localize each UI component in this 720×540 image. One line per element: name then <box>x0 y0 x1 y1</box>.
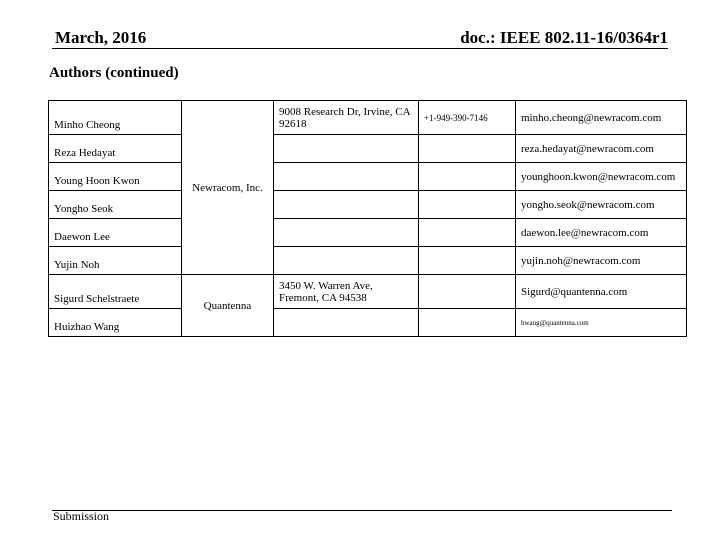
phone-cell <box>419 309 516 337</box>
table-row <box>49 163 687 191</box>
address-cell <box>274 219 419 247</box>
author-name: Reza Hedayat <box>49 135 182 163</box>
table-row <box>49 275 687 309</box>
table-row <box>49 101 687 135</box>
author-email: hwang@quantenna.com <box>516 309 687 337</box>
author-name: Huizhao Wang <box>49 309 182 337</box>
header-rule <box>52 48 668 49</box>
author-name: Sigurd Schelstraete <box>49 275 182 309</box>
author-name: Daewon Lee <box>49 219 182 247</box>
phone-cell <box>419 219 516 247</box>
table-row <box>49 219 687 247</box>
address-cell <box>274 309 419 337</box>
author-name: Minho Cheong <box>49 101 182 135</box>
table-row <box>49 191 687 219</box>
author-name: Young Hoon Kwon <box>49 163 182 191</box>
author-email: Sigurd@quantenna.com <box>516 275 687 309</box>
author-name: Yongho Seok <box>49 191 182 219</box>
author-name: Yujin Noh <box>49 247 182 275</box>
address-cell <box>274 135 419 163</box>
author-email: minho.cheong@newracom.com <box>516 101 687 135</box>
footer-rule <box>52 510 672 511</box>
phone-cell <box>419 135 516 163</box>
address-quantenna: 3450 W. Warren Ave, Fremont, CA 94538 <box>274 275 419 309</box>
company-newracom: Newracom, Inc. <box>182 101 274 275</box>
phone-cell <box>419 191 516 219</box>
address-cell <box>274 247 419 275</box>
table-row <box>49 309 687 337</box>
section-title: Authors (continued) <box>49 65 179 81</box>
address-cell <box>274 163 419 191</box>
author-email: yujin.noh@newracom.com <box>516 247 687 275</box>
phone-cell <box>419 163 516 191</box>
company-quantenna: Quantenna <box>182 275 274 337</box>
author-email: daewon.lee@newracom.com <box>516 219 687 247</box>
header-doc-id: doc.: IEEE 802.11-16/0364r1 <box>460 28 668 47</box>
author-phone: +1-949-390-7146 <box>419 101 516 135</box>
address-cell <box>274 191 419 219</box>
author-email: reza.hedayat@newracom.com <box>516 135 687 163</box>
authors-table <box>48 100 687 337</box>
address-newracom: 9008 Research Dr, Irvine, CA 92618 <box>274 101 419 135</box>
author-email: yongho.seok@newracom.com <box>516 191 687 219</box>
footer-submission: Submission <box>53 509 110 523</box>
phone-cell <box>419 275 516 309</box>
table-row <box>49 247 687 275</box>
header-date: March, 2016 <box>55 28 147 47</box>
phone-cell <box>419 247 516 275</box>
table-row <box>49 135 687 163</box>
author-email: younghoon.kwon@newracom.com <box>516 163 687 191</box>
